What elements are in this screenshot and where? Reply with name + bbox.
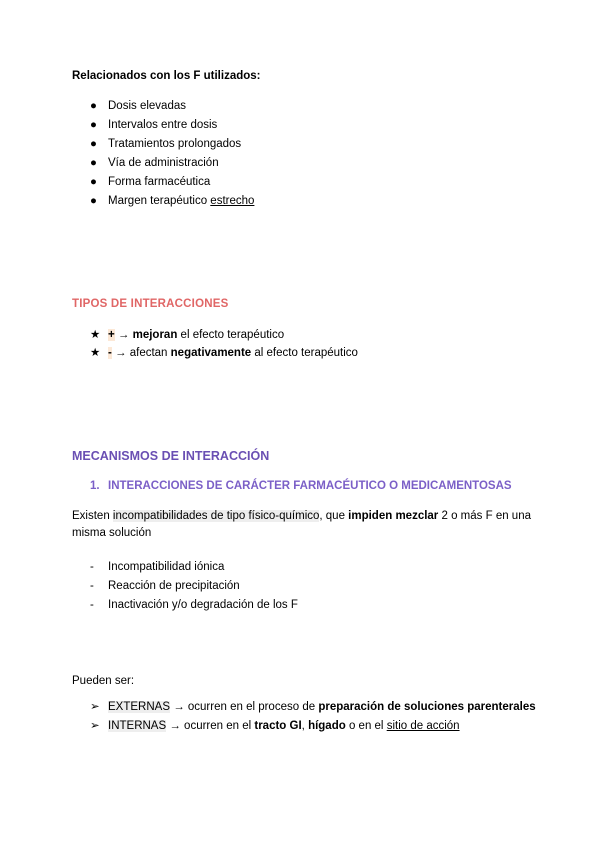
list-item-text: Intervalos entre dosis: [108, 119, 218, 131]
rest-text: el efecto terapéutico: [177, 329, 285, 341]
sep-text: ,: [301, 720, 309, 732]
list-item-text: Inactivación y/o degradación de los F: [108, 599, 298, 611]
label-externas: EXTERNAS: [108, 701, 170, 713]
section-title-factores: Relacionados con los F utilizados:: [72, 70, 261, 82]
bold-text: tracto GI: [254, 720, 302, 732]
list-item-text: Forma farmacéutica: [108, 176, 211, 188]
list-item: [90, 174, 210, 190]
sign-plus: +: [108, 329, 115, 341]
dash-marker: -: [90, 561, 94, 573]
list-item: [90, 345, 358, 361]
list-item: [90, 117, 217, 133]
arrow-text: → afectan: [111, 347, 171, 359]
subsection-text: INTERACCIONES DE CARÁCTER FARMACÉUTICO O MEDICAMENTOSAS: [108, 480, 512, 492]
bullet-marker: ●: [90, 138, 97, 150]
bullet-marker: ●: [90, 195, 97, 207]
list-item: [90, 136, 241, 152]
dash-marker: -: [90, 580, 94, 592]
para-mid: , que: [319, 510, 349, 522]
arrow-bullet-icon: ➢: [90, 720, 100, 732]
bullet-marker: ●: [90, 176, 97, 188]
para-pre: Existen: [72, 510, 113, 522]
section-title-tipos: TIPOS DE INTERACCIONES: [72, 298, 229, 310]
list-item: [90, 699, 536, 715]
list-item: [90, 578, 240, 594]
list-item-text: Tratamientos prolongados: [108, 138, 242, 150]
label-internas: INTERNAS: [108, 720, 167, 732]
paragraph-line: misma solución: [72, 527, 152, 539]
list-item: [90, 155, 219, 171]
bold-text: preparación de soluciones parenterales: [318, 701, 536, 713]
mid-text: → ocurren en el proceso de: [170, 701, 319, 713]
list-item: [90, 193, 254, 209]
dash-marker: -: [90, 599, 94, 611]
list-item-text: Incompatibilidad iónica: [108, 561, 225, 573]
bullet-marker: ●: [90, 119, 97, 131]
list-item: [90, 327, 284, 343]
arrow-bullet-icon: ➢: [90, 701, 100, 713]
bold-text: mejoran: [132, 329, 178, 341]
bold-text: negativamente: [170, 347, 252, 359]
bullet-marker: ●: [90, 100, 97, 112]
paragraph-line: [72, 508, 531, 524]
list-item: [90, 559, 224, 575]
highlight-text: incompatibilidades de tipo físico-químico: [112, 510, 320, 522]
underlined-text: sitio de acción: [386, 720, 460, 732]
mid-text: o en el: [345, 720, 387, 732]
list-item-text: Reacción de precipitación: [108, 580, 240, 592]
star-icon: ★: [90, 329, 101, 341]
mid-text: → ocurren en el: [166, 720, 255, 732]
bold-text: hígado: [308, 720, 346, 732]
list-item-text: Margen terapéutico: [108, 195, 211, 207]
subsection-number: 1.: [90, 480, 100, 492]
subsection-title: [90, 480, 512, 492]
para-post: 2 o más F en una: [438, 510, 531, 522]
pueden-ser-text: Pueden ser:: [72, 675, 135, 687]
star-icon: ★: [90, 347, 101, 359]
arrow-text: →: [114, 329, 133, 341]
list-item: [90, 98, 186, 114]
sign-minus: -: [108, 347, 112, 359]
rest-text: al efecto terapéutico: [251, 347, 358, 359]
bullet-marker: ●: [90, 157, 97, 169]
list-item-text: Vía de administración: [108, 157, 219, 169]
list-item: [90, 597, 298, 613]
underlined-text: estrecho: [210, 195, 255, 207]
list-item-text: Dosis elevadas: [108, 100, 186, 112]
list-item: [90, 718, 460, 734]
section-title-mecanismos: MECANISMOS DE INTERACCIÓN: [72, 449, 270, 463]
bold-text: impiden mezclar: [348, 510, 439, 522]
